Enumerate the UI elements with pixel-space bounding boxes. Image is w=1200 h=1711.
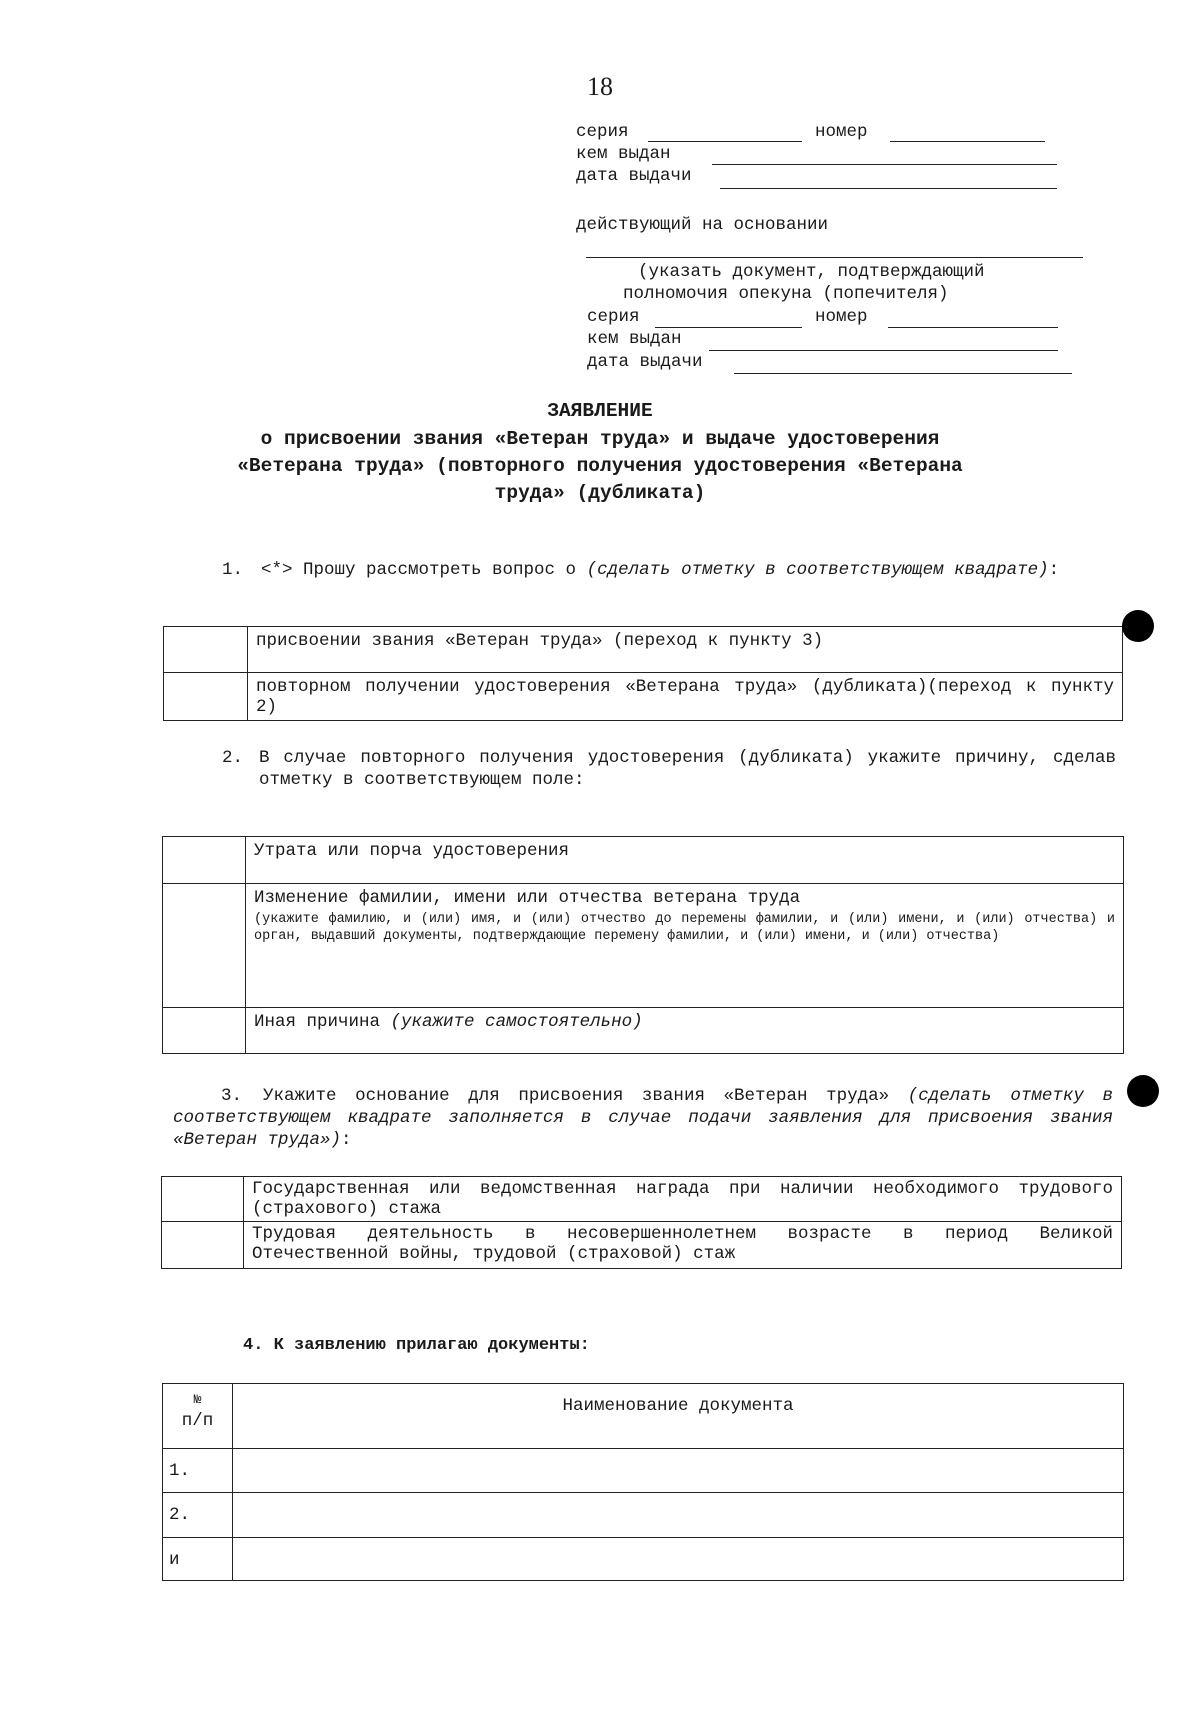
section1-option-row	[164, 673, 1123, 721]
section1-option-row	[164, 627, 1123, 673]
section3-checkbox-1[interactable]	[162, 1177, 244, 1222]
section2-checkbox-loss[interactable]	[163, 837, 246, 884]
section2-option-name-change: Изменение фамилии, имени или отчества ветерана труда (укажите фамилию, и (или) имя, и (или) отчество до перемены фамилии, и (или) имени, и (или) отчества) и орган, выдавший документы, подтверждающие перемену фамилии, и (или) имени, и (или) отчества)	[246, 884, 1124, 1008]
section3-option-row	[162, 1177, 1122, 1222]
documents-table	[162, 1383, 1124, 1581]
series-label-2: серия	[587, 307, 640, 327]
series-label: серия	[576, 122, 629, 142]
number-label-2: номер	[815, 307, 868, 327]
section2-option-loss: Утрата или порча удостоверения	[246, 837, 1124, 884]
series-field-2[interactable]	[655, 327, 802, 328]
documents-row-name-field[interactable]	[233, 1493, 1124, 1538]
page-number: 18	[587, 72, 613, 101]
documents-row-number: 2.	[163, 1493, 233, 1538]
number-field-2[interactable]	[888, 327, 1058, 328]
issue-date-field-2[interactable]	[734, 373, 1072, 374]
section3-options-table	[161, 1176, 1122, 1269]
issued-by-field-2[interactable]	[709, 350, 1058, 351]
documents-row-name-field[interactable]	[233, 1449, 1124, 1493]
col-document-name-header: Наименование документа	[233, 1384, 1124, 1449]
documents-row	[163, 1449, 1124, 1493]
section3-number: 3.	[221, 1086, 243, 1106]
issued-by-label-2: кем выдан	[587, 329, 682, 349]
series-field[interactable]	[648, 141, 802, 142]
title-line-1: о присвоении звания «Ветеран труда» и выдаче удостоверения	[260, 428, 940, 450]
documents-row-number: и	[163, 1538, 233, 1581]
section1-option-2: повторном получении удостоверения «Ветерана труда» (дубликата)(переход к пункту 2)	[248, 673, 1123, 721]
issued-by-label: кем выдан	[576, 144, 671, 164]
basis-hint-line2: полномочия опекуна (попечителя)	[623, 284, 949, 304]
section3-option-2: Трудовая деятельность в несовершеннолетнем возрасте в период Великой Отечественной войны, трудовой (страховой) стаж	[244, 1222, 1122, 1269]
title-line-3: труда» (дубликата)	[494, 482, 706, 504]
section2-checkbox-other[interactable]	[163, 1008, 246, 1054]
punch-hole-mark	[1127, 1075, 1159, 1107]
section1-number: 1.	[222, 560, 244, 580]
col-number-header: № п/п	[163, 1384, 233, 1449]
punch-hole-mark	[1122, 610, 1154, 642]
section1-options-table	[163, 626, 1123, 721]
section2-option-row	[163, 1008, 1124, 1054]
issue-date-label: дата выдачи	[576, 166, 692, 186]
section4-heading: 4. К заявлению прилагаю документы:	[243, 1336, 590, 1355]
section3-checkbox-2[interactable]	[162, 1222, 244, 1269]
section1-checkbox-2[interactable]	[164, 673, 248, 721]
issue-date-field[interactable]	[720, 188, 1057, 189]
documents-row	[163, 1493, 1124, 1538]
documents-row-name-field[interactable]	[233, 1538, 1124, 1581]
section2-text: В случае повторного получения удостоверения (дубликата) укажите причину, сделав отметку в соответствующем поле:	[259, 748, 1116, 790]
title-line-2: «Ветерана труда» (повторного получения удостоверения «Ветерана	[237, 455, 963, 477]
issue-date-label-2: дата выдачи	[587, 352, 703, 372]
section3-text: Укажите основание для присвоения звания «Ветеран труда» (сделать отметку в соответствующем квадрате заполняется в случае подачи заявления для присвоения звания «Ветеран труда»):	[173, 1086, 1113, 1150]
basis-hint-line1: (указать документ, подтверждающий	[638, 262, 985, 282]
documents-row-number: 1.	[163, 1449, 233, 1493]
documents-row	[163, 1538, 1124, 1581]
section1-checkbox-1[interactable]	[164, 627, 248, 673]
section3-option-row	[162, 1222, 1122, 1269]
document-heading: ЗАЯВЛЕНИЕ	[547, 400, 653, 422]
section2-number: 2.	[222, 748, 244, 768]
number-label: номер	[815, 122, 868, 142]
section2-option-row	[163, 837, 1124, 884]
acting-basis-label: действующий на основании	[576, 215, 829, 235]
section2-option-row	[163, 884, 1124, 1008]
section3-option-1: Государственная или ведомственная награда при наличии необходимого трудового (страхового) стажа	[244, 1177, 1122, 1222]
section1-option-1: присвоении звания «Ветеран труда» (переход к пункту 3)	[248, 627, 1123, 673]
acting-basis-field[interactable]	[586, 257, 1083, 258]
issued-by-field[interactable]	[712, 164, 1057, 165]
section2-options-table	[162, 836, 1124, 1054]
documents-header-row	[163, 1384, 1124, 1449]
section2-checkbox-name-change[interactable]	[163, 884, 246, 1008]
section2-option-other: Иная причина (укажите самостоятельно)	[246, 1008, 1124, 1054]
section1-text: <*> Прошу рассмотреть вопрос о (сделать отметку в соответствующем квадрате):	[261, 560, 1060, 580]
number-field[interactable]	[890, 141, 1045, 142]
